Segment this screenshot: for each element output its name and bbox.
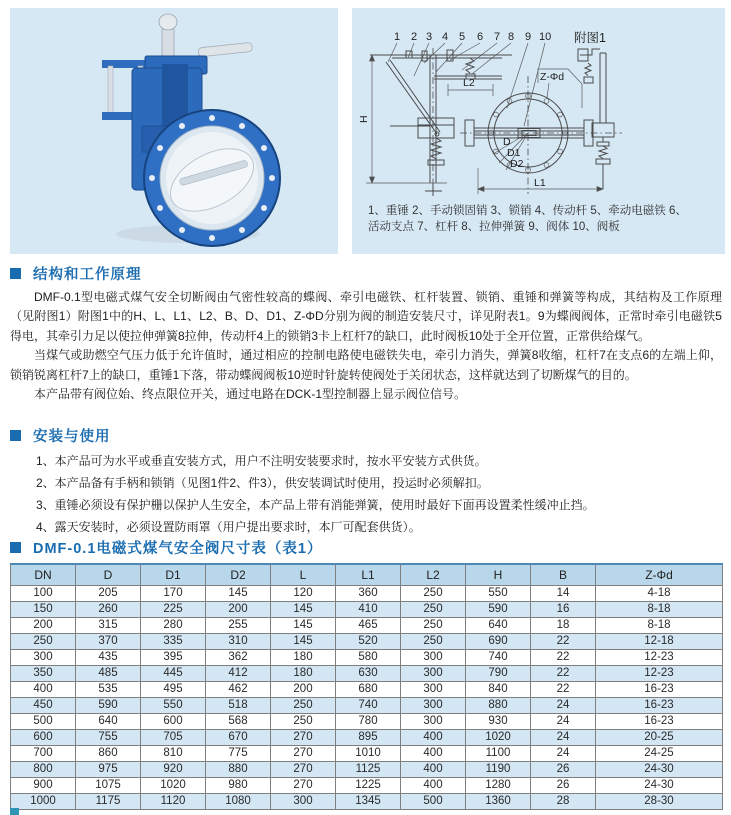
figure-label: 附图1 [574,31,606,45]
cell: 400 [401,746,466,762]
cell: 24-30 [596,778,723,794]
cell: 270 [271,778,336,794]
cell: 16-23 [596,698,723,714]
cell: 370 [76,634,141,650]
cell: 790 [466,666,531,682]
cell: 1020 [141,778,206,794]
cell: 12-18 [596,634,723,650]
cell: 775 [206,746,271,762]
cell: 550 [141,698,206,714]
cell: 900 [11,778,76,794]
cell: 255 [206,618,271,634]
cell: 310 [206,634,271,650]
list-item: 1、本产品可为水平或垂直安装方式，用户不注明安装要求时，按水平安装方式供货。 [36,454,487,468]
svg-text:10: 10 [539,31,552,43]
cell: 200 [11,618,76,634]
valve-line-drawing [352,8,725,203]
table-row [11,714,723,730]
cell: 705 [141,730,206,746]
cell: 300 [11,650,76,666]
cell: 518 [206,698,271,714]
cell: 20-25 [596,730,723,746]
column-header: B [531,564,596,586]
table-row [11,586,723,602]
cell: 1190 [466,762,531,778]
cell: 24-30 [596,762,723,778]
section-heading-install [10,428,111,445]
cell: 26 [531,778,596,794]
cell: 250 [401,586,466,602]
column-header: L [271,564,336,586]
cell: 280 [141,618,206,634]
cell: 412 [206,666,271,682]
cell: 8-18 [596,602,723,618]
cell: 590 [76,698,141,714]
cell: 930 [466,714,531,730]
section-title: 安装与使用 [33,428,111,445]
svg-text:D: D [503,136,511,148]
cell: 16-23 [596,714,723,730]
cell: 270 [271,730,336,746]
svg-text:D1: D1 [507,147,521,159]
table-row [11,698,723,714]
svg-text:9: 9 [525,31,532,43]
cell: 895 [336,730,401,746]
diagram-caption-line2: 活动支点 7、杠杆 8、拉伸弹簧 9、阀体 10、阀板 [368,220,620,233]
cell: 250 [271,714,336,730]
cell: 880 [466,698,531,714]
cell: 18 [531,618,596,634]
cell: 740 [466,650,531,666]
cell: 150 [11,602,76,618]
cell: 1010 [336,746,401,762]
cell: 4-18 [596,586,723,602]
paragraph: DMF-0.1型电磁式煤气安全切断阀由气密性较高的蝶阀、牵引电磁铁、杠杆装置、锁销、重锤和弹簧等构成，其结构及工作原理（见附图1）附图1中的H、L、L1、L2、B、D、D1、Z-ΦD分别为阀的制造安装尺寸，详见附表1。9为蝶阀阀体，正常时牵引电磁铁5得电，其牵引力足以使拉伸弹簧8拉伸，传动杆4上的锁销3卡上杠杆7的缺口，此时阀板10处于全开位置，正常供给煤气。 [10,290,722,343]
cell: 400 [11,682,76,698]
cell: 350 [11,666,76,682]
cell: 435 [76,650,141,666]
cell: 1100 [466,746,531,762]
table-row [11,602,723,618]
cell: 400 [401,778,466,794]
cell: 16-23 [596,682,723,698]
table-row [11,762,723,778]
cell: 550 [466,586,531,602]
cell: 300 [401,714,466,730]
section-heading-principle [10,266,142,283]
cell: 24 [531,730,596,746]
cell: 145 [271,602,336,618]
section-heading-table [10,540,323,557]
cell: 1345 [336,794,401,810]
cell: 145 [206,586,271,602]
cell: 800 [11,762,76,778]
table-row [11,730,723,746]
svg-text:4: 4 [442,31,449,43]
column-header: Z-Φd [596,564,723,586]
list-item: 3、重锤必须设有保护栅以保护人生安全，本产品上带有消能弹簧，使用时最好下面再设置柔性缓冲止挡。 [36,498,595,512]
section-title: DMF-0.1电磁式煤气安全阀尺寸表（表1） [33,540,323,557]
principle-paragraphs [10,288,722,404]
cell: 1000 [11,794,76,810]
svg-text:8: 8 [508,31,515,43]
svg-text:H: H [358,115,370,123]
svg-text:6: 6 [477,31,484,43]
svg-text:1: 1 [394,31,401,43]
cell: 630 [336,666,401,682]
cell: 22 [531,682,596,698]
cell: 680 [336,682,401,698]
svg-text:Z-Φd: Z-Φd [540,71,565,83]
diagram-caption [368,204,720,235]
svg-text:D2: D2 [510,158,524,170]
cell: 180 [271,650,336,666]
cell: 180 [271,666,336,682]
column-header: D1 [141,564,206,586]
cell: 445 [141,666,206,682]
cell: 1120 [141,794,206,810]
cell: 1175 [76,794,141,810]
cell: 1360 [466,794,531,810]
cell: 495 [141,682,206,698]
square-bullet-icon [10,808,19,815]
cell: 250 [401,602,466,618]
cell: 24-25 [596,746,723,762]
table-header-row [11,564,723,586]
cell: 145 [271,618,336,634]
cell: 24 [531,714,596,730]
square-bullet-icon [10,268,21,279]
table-row [11,778,723,794]
cell: 1020 [466,730,531,746]
cell: 250 [401,634,466,650]
svg-text:5: 5 [459,31,466,43]
cell: 485 [76,666,141,682]
cell: 1125 [336,762,401,778]
dimensions-table-body [11,586,723,810]
cell: 170 [141,586,206,602]
cell: 362 [206,650,271,666]
cell: 22 [531,634,596,650]
cell: 755 [76,730,141,746]
table-row [11,682,723,698]
cell: 315 [76,618,141,634]
cell: 120 [271,586,336,602]
table-row [11,650,723,666]
cell: 462 [206,682,271,698]
svg-text:2: 2 [411,31,418,43]
cell: 590 [466,602,531,618]
cell: 24 [531,698,596,714]
cell: 880 [206,762,271,778]
cell: 520 [336,634,401,650]
cell: 250 [11,634,76,650]
cell: 360 [336,586,401,602]
cell: 860 [76,746,141,762]
cell: 250 [271,698,336,714]
table-row [11,666,723,682]
square-bullet-icon [10,542,21,553]
cell: 100 [11,586,76,602]
cell: 22 [531,666,596,682]
cell: 780 [336,714,401,730]
cell: 300 [401,698,466,714]
column-header: H [466,564,531,586]
cell: 28-30 [596,794,723,810]
cell: 500 [11,714,76,730]
cell: 225 [141,602,206,618]
install-list [36,450,722,538]
cell: 205 [76,586,141,602]
cell: 200 [271,682,336,698]
cell: 1080 [206,794,271,810]
table-row [11,618,723,634]
table-row [11,746,723,762]
cell: 400 [401,762,466,778]
cell: 1225 [336,778,401,794]
cell: 700 [11,746,76,762]
list-item: 4、露天安装时，必须设置防雨罩（用户提出要求时，本厂可配套供货）。 [36,520,421,534]
column-header: L1 [336,564,401,586]
cell: 24 [531,746,596,762]
cell: 640 [76,714,141,730]
svg-text:L2: L2 [463,77,475,89]
cell: 22 [531,650,596,666]
cell: 300 [401,666,466,682]
cell: 980 [206,778,271,794]
cell: 640 [466,618,531,634]
cell: 400 [401,730,466,746]
cell: 1075 [76,778,141,794]
cell: 270 [271,762,336,778]
square-bullet-icon [10,430,21,441]
cell: 300 [271,794,336,810]
cell: 840 [466,682,531,698]
cell: 300 [401,682,466,698]
cell: 16 [531,602,596,618]
cell: 250 [401,618,466,634]
cell: 395 [141,650,206,666]
svg-text:L1: L1 [534,177,546,189]
paragraph: 本产品带有阀位始、终点限位开关，通过电路在DCK-1型控制器上显示阀位信号。 [34,387,467,402]
technical-diagram-panel [352,8,725,254]
cell: 580 [336,650,401,666]
cell: 14 [531,586,596,602]
table-row [11,794,723,810]
diagram-caption-line1: 1、重锤 2、手动锁固销 3、锁销 4、传动杆 5、牵动电磁铁 6、 [368,205,687,217]
svg-text:7: 7 [494,31,501,43]
cell: 12-23 [596,666,723,682]
cell: 145 [271,634,336,650]
column-header: DN [11,564,76,586]
cell: 300 [401,650,466,666]
svg-text:3: 3 [426,31,433,43]
cell: 410 [336,602,401,618]
cell: 450 [11,698,76,714]
cell: 568 [206,714,271,730]
valve-product-photo [10,8,338,254]
cell: 465 [336,618,401,634]
cell: 28 [531,794,596,810]
cell: 690 [466,634,531,650]
product-photo-panel [10,8,338,254]
cell: 1280 [466,778,531,794]
cell: 12-23 [596,650,723,666]
column-header: D2 [206,564,271,586]
cell: 26 [531,762,596,778]
column-header: D [76,564,141,586]
cell: 600 [141,714,206,730]
cell: 600 [11,730,76,746]
cell: 740 [336,698,401,714]
cell: 535 [76,682,141,698]
cell: 670 [206,730,271,746]
list-item: 2、本产品备有手柄和锁销（见图1件2、件3），供安装调试时使用，投运时必须解扣。 [36,476,489,490]
section-title: 结构和工作原理 [33,266,142,283]
cell: 270 [271,746,336,762]
cell: 920 [141,762,206,778]
cell: 200 [206,602,271,618]
paragraph: 当煤气或助燃空气压力低于允许值时，通过相应的控制电路使电磁铁失电，牵引力消失，弹簧8收缩，杠杆7在支点6的左端上仰，锁销锐离杠杆7上的缺口，重锤1下落，带动蝶阀阀板10逆时针旋转使阀处于关闭状态，这样就达到了切断煤气的目的。 [10,348,722,382]
dimensions-table [10,563,723,810]
cell: 975 [76,762,141,778]
cell: 810 [141,746,206,762]
cell: 8-18 [596,618,723,634]
cell: 500 [401,794,466,810]
cell: 335 [141,634,206,650]
column-header: L2 [401,564,466,586]
table-row [11,634,723,650]
cell: 260 [76,602,141,618]
